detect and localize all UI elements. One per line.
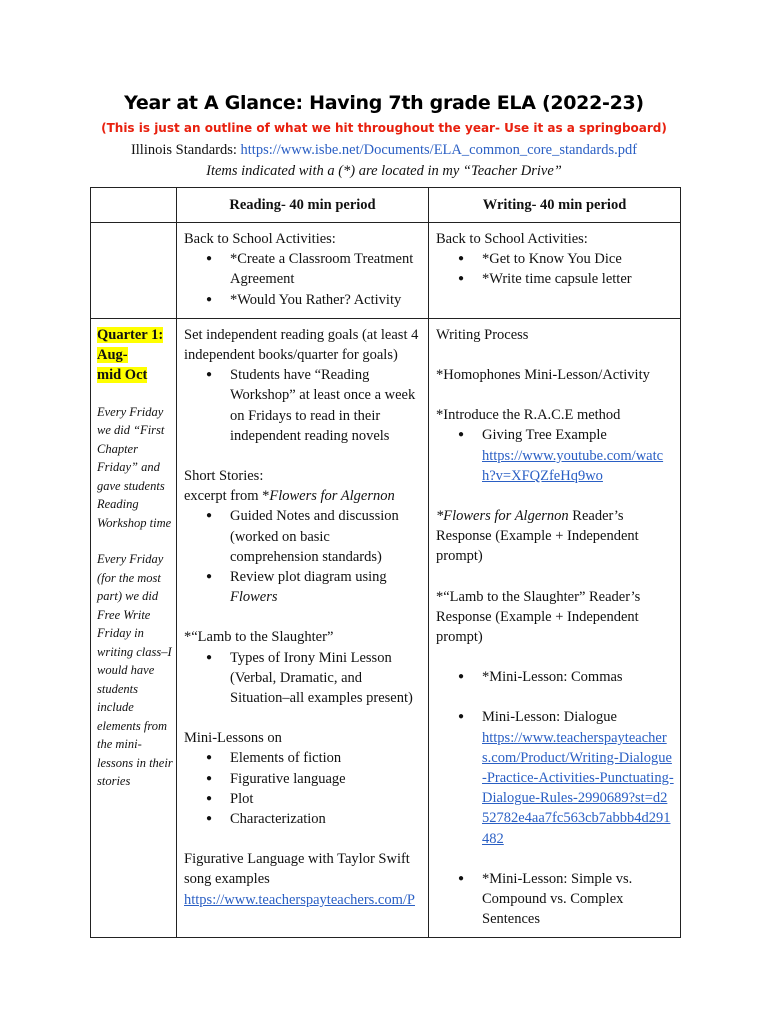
- year-at-a-glance-table: [90, 187, 681, 938]
- reading-back-to-school-heading: Back to School Activities:: [184, 231, 336, 247]
- list-item: ● *Mini-Lesson: Simple vs. Compound vs. Complex Sentences: [458, 869, 674, 930]
- writing-back-to-school-heading: Back to School Activities:: [436, 231, 588, 247]
- homophones-text: *Homophones Mini-Lesson/Activity: [436, 367, 650, 384]
- writing-back-to-school-list: [436, 249, 674, 289]
- list-item: ● *Get to Know You Dice: [458, 249, 674, 269]
- first-chapter-friday-note: Every Friday we did “First Chapter Friday” and gave students Reading Workshop time: [97, 404, 172, 530]
- standards-link[interactable]: https://www.isbe.net/Documents/ELA_common_core_standards.pdf: [240, 142, 638, 158]
- table-row-back-to-school: [91, 223, 681, 319]
- standards-label: Illinois Standards:: [130, 142, 241, 158]
- list-item: ● Plot: [206, 789, 422, 809]
- row1-side-cell: [91, 223, 177, 319]
- list-item: ● *Write time capsule letter: [458, 269, 674, 289]
- list-item: ● Students have “Reading Workshop” at least once a week on Fridays to read in their independent reading novels: [206, 365, 422, 446]
- list-item: ● *Would You Rather? Activity: [206, 290, 422, 310]
- giving-tree-link[interactable]: https://www.youtube.com/watch?v=XFQZfeHq9wo: [482, 447, 664, 484]
- row1-writing-cell: [429, 223, 681, 319]
- quarter-label: Quarter 1: Aug- mid Oct: [97, 326, 164, 383]
- list-item: ● Elements of fiction: [206, 748, 422, 768]
- flowers-response-text: *Flowers for Algernon Reader’s Response (Example + Independent prompt): [436, 508, 639, 565]
- table-row-quarter-1: [91, 318, 681, 938]
- list-item: ● Guided Notes and discussion (worked on basic comprehension standards): [206, 506, 422, 567]
- list-item: ● Giving Tree Example https://www.youtube.com/watch?v=XFQZfeHq9wo: [458, 425, 674, 486]
- standards-line: [0, 142, 768, 159]
- list-item: ● Characterization: [206, 809, 422, 829]
- header-cell-writing: Writing- 40 min period: [429, 188, 681, 223]
- short-stories-heading: Short Stories:: [184, 468, 264, 485]
- lamb-response-text: *“Lamb to the Slaughter” Reader’s Response (Example + Independent prompt): [436, 588, 641, 646]
- page-subtitle: (This is just an outline of what we hit throughout the year- Use it as a springboard): [101, 121, 667, 135]
- teacher-drive-note: Items indicated with a (*) are located in my “Teacher Drive”: [206, 163, 562, 179]
- writing-process-text: Writing Process: [436, 326, 529, 343]
- mini-lessons-heading: Mini-Lessons on: [184, 730, 282, 747]
- list-item: ● *Create a Classroom Treatment Agreement: [206, 249, 422, 289]
- row1-reading-cell: [177, 223, 429, 319]
- race-method-text: *Introduce the R.A.C.E method: [436, 407, 621, 424]
- list-item: ● Mini-Lesson: Dialogue https://www.teacherspayteachers.com/Product/Writing-Dialogue-Practice-Activities-Punctuating-Dialogue-Rules-2990689?st=d252782e4aa7fc563cb7abbb4d291482: [458, 707, 674, 848]
- list-item: ● Review plot diagram using Flowers: [206, 567, 422, 607]
- reading-back-to-school-list: [184, 249, 422, 310]
- free-write-friday-note: Every Friday (for the most part) we did Free Write Friday in writing class–I would have students include elements from the mini-lessons in their stories: [97, 552, 173, 789]
- page-title: Year at A Glance: Having 7th grade ELA (2022-23): [124, 92, 644, 114]
- dialogue-link[interactable]: https://www.teacherspayteachers.com/Product/Writing-Dialogue-Practice-Activities-Punctuating-Dialogue-Rules-2990689?st=d252782e4aa7fc563cb7abbb4d291482: [482, 729, 674, 847]
- quarter-1-writing-cell: [429, 318, 681, 938]
- quarter-1-side-cell: [91, 318, 177, 938]
- list-item: ● *Mini-Lesson: Commas: [458, 667, 674, 687]
- header-row: [91, 188, 681, 223]
- figurative-language-text: Figurative Language with Taylor Swift song examples: [184, 851, 410, 888]
- lamb-heading: *“Lamb to the Slaughter”: [184, 629, 334, 646]
- header-cell-empty: [91, 188, 177, 223]
- reading-goals-text: Set independent reading goals (at least 4 independent books/quarter for goals): [184, 326, 419, 364]
- list-item: ● Figurative language: [206, 769, 422, 789]
- taylor-swift-link[interactable]: https://www.teacherspayteachers.com/P: [184, 891, 415, 908]
- excerpt-line: excerpt from *Flowers for Algernon: [184, 488, 395, 505]
- header-cell-reading: Reading- 40 min period: [177, 188, 429, 223]
- list-item: ● Types of Irony Mini Lesson (Verbal, Dramatic, and Situation–all examples present): [206, 648, 422, 709]
- quarter-1-reading-cell: [177, 318, 429, 938]
